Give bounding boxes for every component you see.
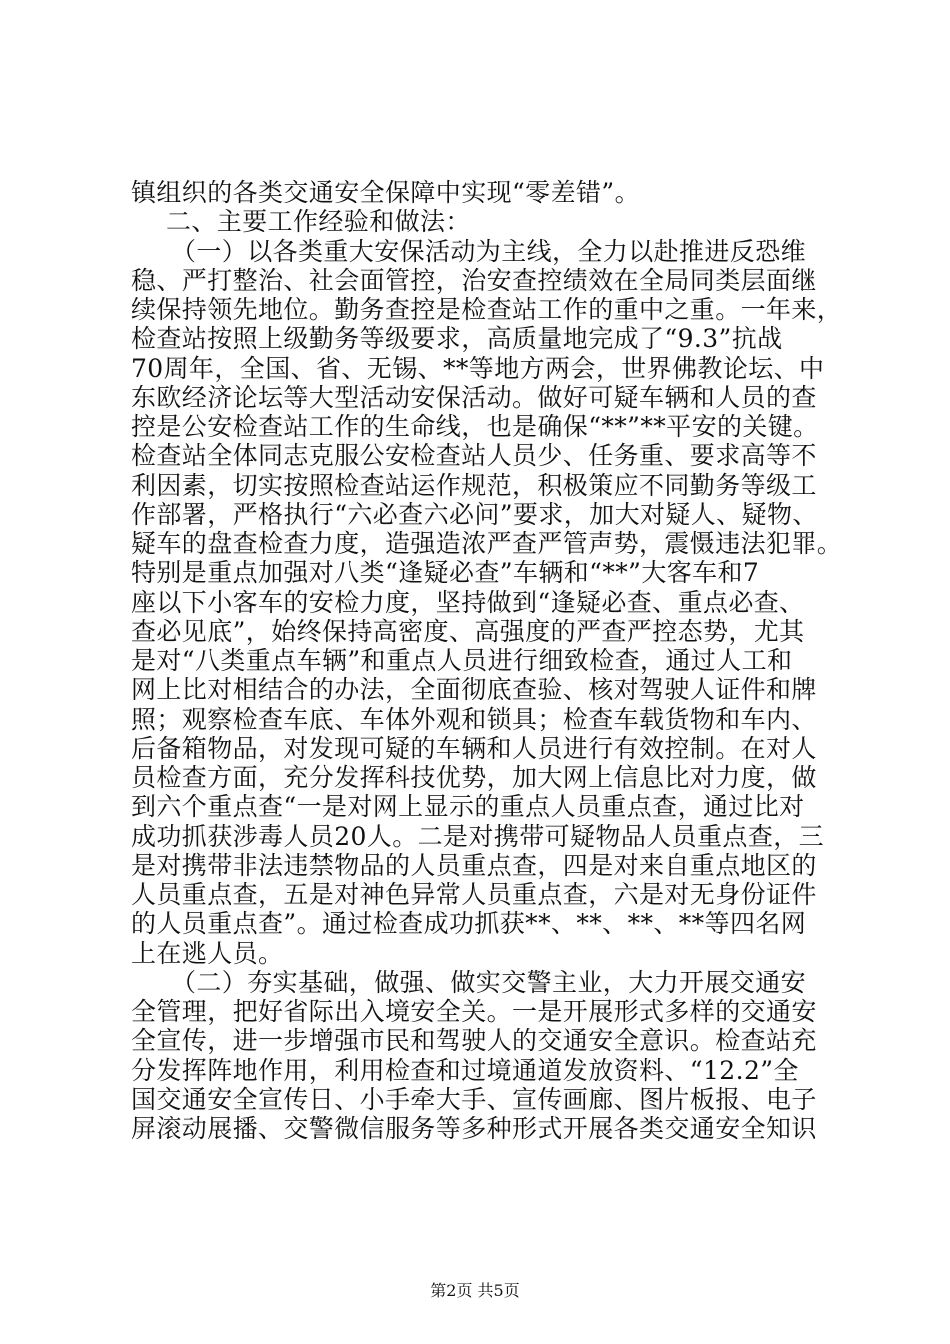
text-line: 全宣传，进一步增强市民和驾驶人的交通安全意识。检查站充 <box>131 1026 817 1056</box>
text-line: 是对携带非法违禁物品的人员重点查，四是对来自重点地区的 <box>131 850 817 880</box>
text-line: 后备箱物品，对发现可疑的车辆和人员进行有效控制。在对人 <box>131 733 817 763</box>
paragraph-start: （二）夯实基础，做强、做实交警主业，大力开展交通安 <box>171 967 807 997</box>
text-line: 的人员重点查”。通过检查成功抓获**、**、**、**等四名网 <box>131 909 807 939</box>
text-line: 全管理，把好省际出入境安全关。一是开展形式多样的交通安 <box>131 997 817 1026</box>
text-line: 分发挥阵地作用，利用检查和过境通道发放资料、“12.2”全 <box>131 1055 799 1085</box>
page-footer: 第2页 共5页 <box>430 1281 520 1300</box>
text-line: 东欧经济论坛等大型活动安保活动。做好可疑车辆和人员的查 <box>131 382 817 412</box>
text-line: 作部署，严格执行“六必查六必问”要求，加大对疑人、疑物、 <box>131 499 818 529</box>
text-line: 稳、严打整治、社会面管控，治安查控绩效在全局同类层面继 <box>131 265 817 295</box>
text-line: 查必见底”，始终保持高密度、高强度的严查严控态势，尤其 <box>131 616 805 646</box>
text-line: 疑车的盘查检查力度，造强造浓严查严管声势，震慑违法犯罪。 <box>131 529 843 558</box>
text-line: 检查站全体同志克服公安检查站人员少、任务重、要求高等不 <box>131 441 817 471</box>
body-text <box>131 178 843 1143</box>
text-line: 屏滚动展播、交警微信服务等多种形式开展各类交通安全知识 <box>131 1114 817 1143</box>
text-line: 是对“八类重点车辆”和重点人员进行细致检查，通过人工和 <box>131 646 793 675</box>
text-line: 控是公安检查站工作的生命线，也是确保“**”**平安的关键。 <box>131 412 819 441</box>
text-line: 到六个重点查“一是对网上显示的重点人员重点查，通过比对 <box>131 792 805 822</box>
text-line: 国交通安全宣传日、小手牵大手、宣传画廊、图片板报、电子 <box>131 1084 817 1114</box>
text-line: 成功抓获涉毒人员20人。二是对携带可疑物品人员重点查，三 <box>131 821 825 851</box>
text-line: 座以下小客车的安检力度，坚持做到“逢疑必查、重点必查、 <box>131 587 805 617</box>
text-line: 检查站按照上级勤务等级要求，高质量地完成了“9.3”抗战 <box>131 324 783 354</box>
text-line: 特别是重点加强对八类“逢疑必查”车辆和“**”大客车和7 <box>131 558 760 588</box>
text-line: 上在逃人员。 <box>131 938 284 968</box>
section-heading: 二、主要工作经验和做法： <box>166 207 471 237</box>
text-line: 网上比对相结合的办法，全面彻底查验、核对驾驶人证件和牌 <box>131 675 817 705</box>
text-line: 续保持领先地位。勤务查控是检查站工作的重中之重。一年来， <box>131 295 843 324</box>
text-line: 镇组织的各类交通安全保障中实现“零差错”。 <box>131 178 640 207</box>
paragraph-start: （一）以各类重大安保活动为主线，全力以赴推进反恐维 <box>171 236 807 266</box>
text-line: 照；观察检查车底、车体外观和锁具；检查车载货物和车内、 <box>131 704 817 734</box>
text-line: 员检查方面，充分发挥科技优势，加大网上信息比对力度，做 <box>131 763 817 792</box>
text-line: 70周年，全国、省、无锡、**等地方两会，世界佛教论坛、中 <box>131 353 825 383</box>
text-line: 利因素，切实按照检查站运作规范，积极策应不同勤务等级工 <box>131 470 817 500</box>
text-line: 人员重点查，五是对神色异常人员重点查，六是对无身份证件 <box>131 880 817 909</box>
